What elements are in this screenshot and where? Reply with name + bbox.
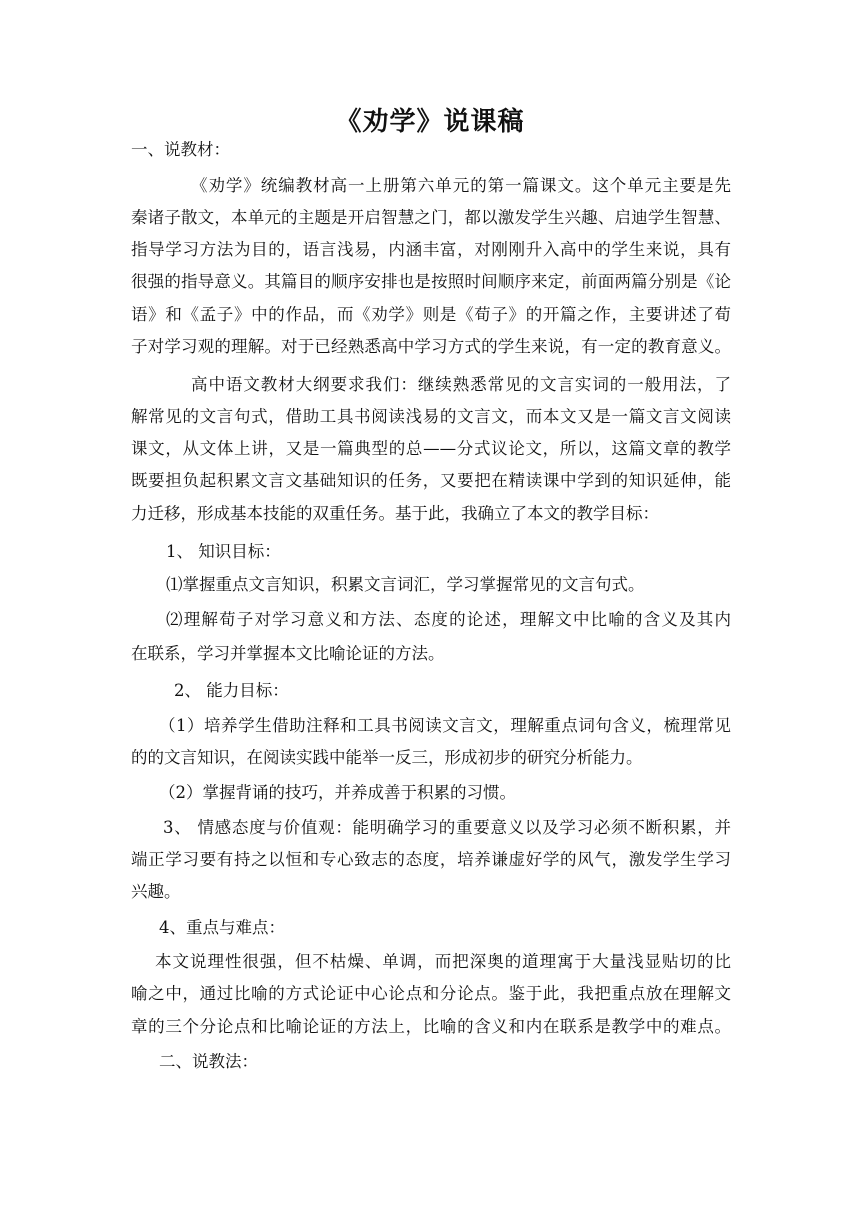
paragraph-line: 力迁移，形成基本技能的双重任务。基于此，我确立了本文的教学目标：	[131, 504, 659, 523]
list-item: ⑵理解荀子对学习意义和方法、态度的论述，理解文中比喻的含义及其内	[166, 610, 731, 629]
subheading-ability-goal: 2、 能力目标：	[174, 681, 289, 700]
subheading-knowledge-goal: 1、 知识目标：	[166, 542, 281, 561]
list-item: ⑴掌握重点文言知识，积累文言词汇，学习掌握常见的文言句式。	[166, 575, 645, 594]
paragraph-line: 喻之中，通过比喻的方式论证中心论点和分论点。鉴于此，我把重点放在理解文	[131, 984, 731, 1003]
paragraph-line: 课文，从文体上讲，又是一篇典型的总——分式议论文，所以，这篇文章的教学	[131, 439, 731, 458]
paragraph-line: 章的三个分论点和比喻论证的方法上，比喻的含义和内在联系是教学中的难点。	[131, 1017, 731, 1036]
paragraph-line: 子对学习观的理解。对于已经熟悉高中学习方式的学生来说，有一定的教育意义。	[131, 337, 731, 356]
subheading-emotion-goal: 3、 情感态度与价值观：能明确学习的重要意义以及学习必须不断积累，并	[163, 818, 731, 837]
paragraph-line: 秦诸子散文，本单元的主题是开启智慧之门，都以激发学生兴趣、启迪学生智慧、	[131, 208, 731, 227]
list-item: （1）培养学生借助注释和工具书阅读文言文，理解重点词句含义，梳理常见	[159, 716, 731, 735]
paragraph-line: 语》和《孟子》中的作品，而《劝学》则是《荀子》的开篇之作，主要讲述了荀	[131, 305, 731, 324]
paragraph-line: 在联系，学习并掌握本文比喻论证的方法。	[131, 644, 445, 663]
section-heading-teaching-material: 一、说教材：	[131, 140, 230, 159]
paragraph-line: 解常见的文言句式，借助工具书阅读浅易的文言文，而本文又是一篇文言文阅读	[131, 407, 731, 426]
paragraph-line: 既要担负起积累文言文基础知识的任务，又要把在精读课中学到的知识延伸，能	[131, 471, 731, 490]
paragraph-line: 本文说理性很强，但不枯燥、单调，而把深奥的道理寓于大量浅显贴切的比	[155, 952, 731, 971]
paragraph-line: 高中语文教材大纲要求我们：继续熟悉常见的文言实词的一般用法，了	[191, 375, 731, 394]
paragraph-line: 兴趣。	[131, 882, 181, 901]
paragraph-line: 端正学习要有持之以恒和专心致志的态度，培养谦虚好学的风气，激发学生学习	[131, 850, 731, 869]
paragraph-line: 《劝学》统编教材高一上册第六单元的第一篇课文。这个单元主要是先	[191, 176, 731, 195]
paragraph-line: 指导学习方法为目的，语言浅易，内涵丰富，对刚刚升入高中的学生来说，具有	[131, 240, 731, 259]
paragraph-line: 很强的指导意义。其篇目的顺序安排也是按照时间顺序来定，前面两篇分别是《论	[131, 272, 731, 291]
subheading-key-points: 4、重点与难点：	[159, 918, 285, 937]
document-title: 《劝学》说课稿	[335, 107, 525, 137]
paragraph-line: 的的文言知识，在阅读实践中能举一反三，形成初步的研究分析能力。	[131, 748, 643, 767]
list-item: （2）掌握背诵的技巧，并养成善于积累的习惯。	[159, 783, 516, 802]
section-heading-teaching-method: 二、说教法：	[159, 1052, 258, 1071]
